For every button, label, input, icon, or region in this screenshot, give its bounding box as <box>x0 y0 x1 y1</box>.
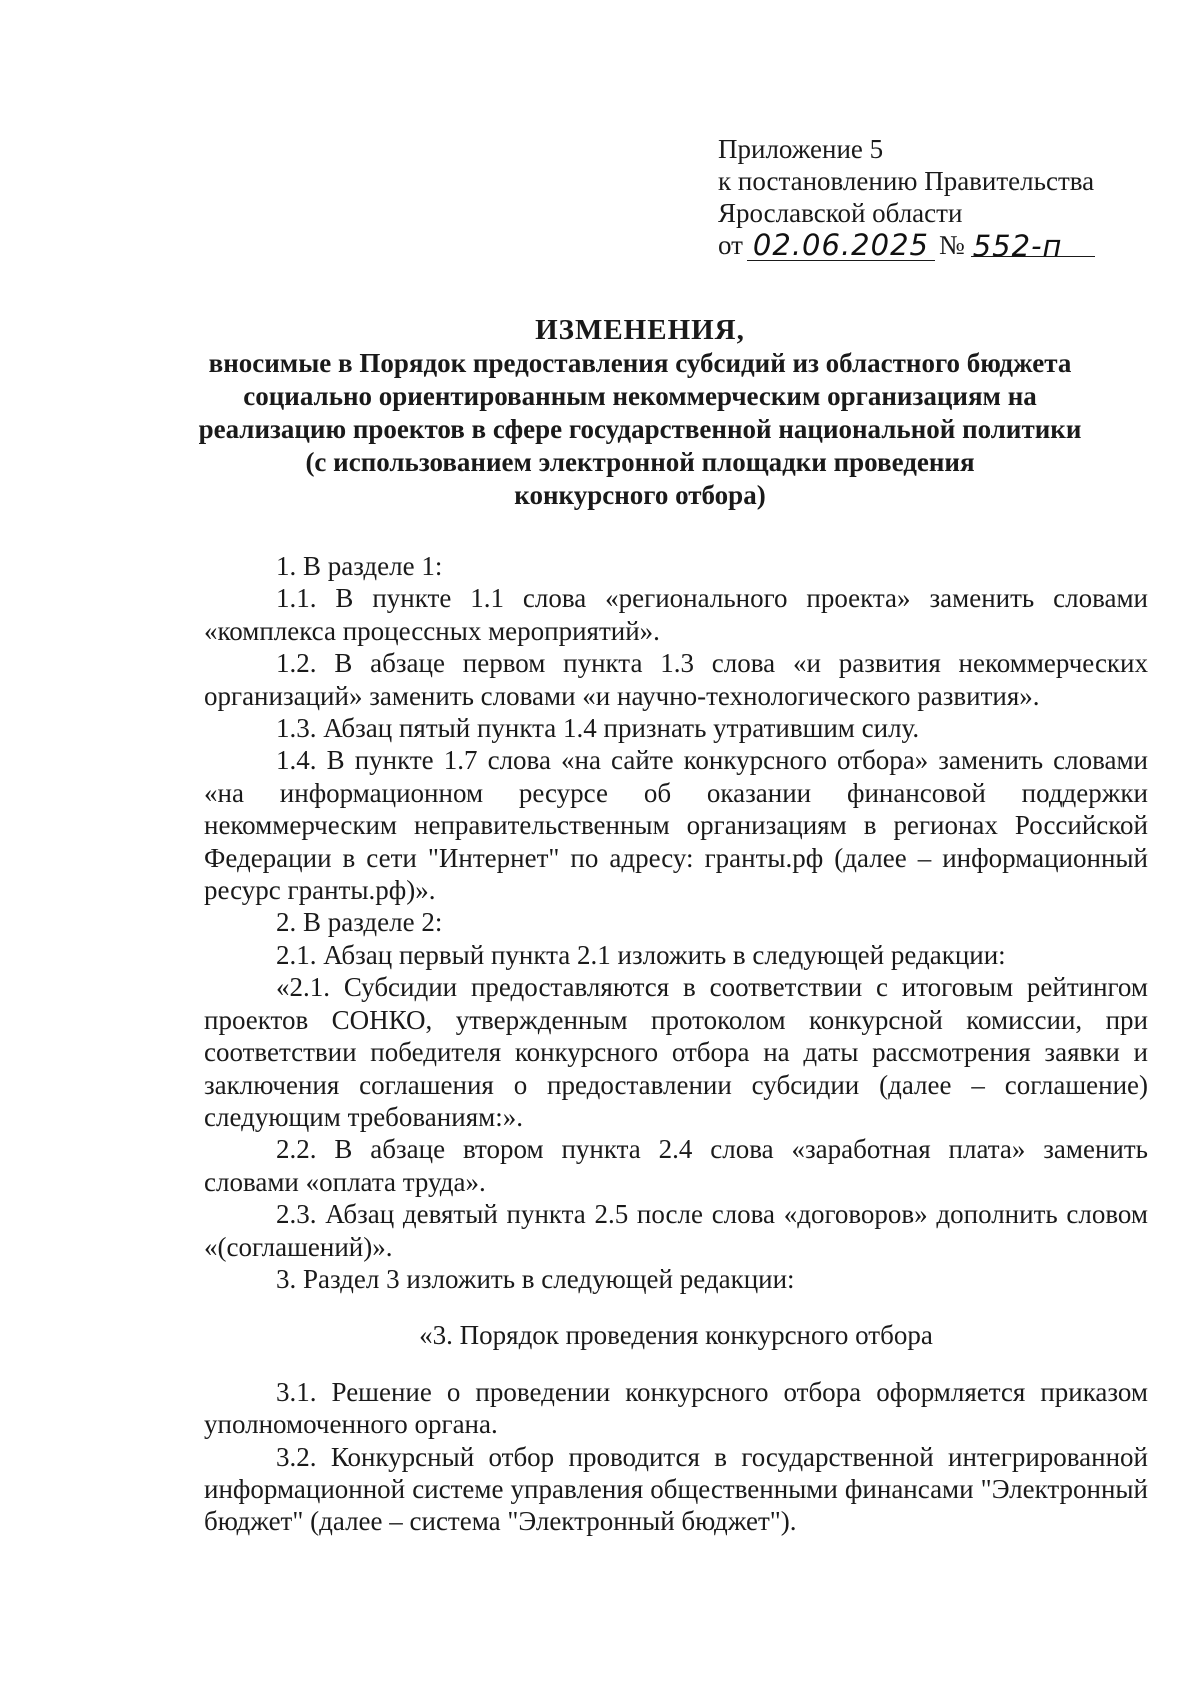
handwritten-date: 02.06.2025 <box>747 230 935 261</box>
document-title <box>170 314 1110 512</box>
title-line: вносимые в Порядок предоставления субсидий из областного бюджета <box>208 348 1072 378</box>
paragraph: 3.2. Конкурсный отбор проводится в государственной интегрированной информационной системе управления общественными финансами "Электронный бюджет" (далее – система "Электронный бюджет"). <box>204 1441 1148 1537</box>
appendix-resolution-line: к постановлению Правительства <box>718 166 1095 196</box>
title-line: конкурсного отбора) <box>514 480 766 510</box>
paragraph: 1.4. В пункте 1.7 слова «на сайте конкурсного отбора» заменить словами «на информационном ресурсе об оказании финансовой поддержки некоммерческим неправительственным организациям в регионах Российской Федерации в сети "Интернет" по адресу: гранты.рф (далее – информационный ресурс гранты.рф)». <box>204 745 1148 906</box>
appendix-region-line: Ярославской области <box>718 198 963 228</box>
title-line: социально ориентированным некоммерческим организациям на <box>243 381 1037 411</box>
paragraph: 1.1. В пункте 1.1 слова «регионального проекта» заменить словами «комплекса процессных мероприятий». <box>204 583 1148 646</box>
paragraph: 3. Раздел 3 изложить в следующей редакции: <box>276 1263 795 1294</box>
paragraph: 1.2. В абзаце первом пункта 1.3 слова «и развития некоммерческих организаций» заменить словами «и научно-технологического развития». <box>204 648 1148 711</box>
paragraph: 2.3. Абзац девятый пункта 2.5 после слова «договоров» дополнить словом «(соглашений)». <box>204 1199 1148 1262</box>
date-prefix: от <box>718 230 743 260</box>
paragraph: 2.1. Абзац первый пункта 2.1 изложить в следующей редакции: <box>276 939 1006 970</box>
section-heading: «3. Порядок проведения конкурсного отбора <box>419 1320 933 1351</box>
title-line: реализацию проектов в сфере государственной национальной политики <box>198 414 1082 444</box>
appendix-date-number-line <box>718 229 1148 261</box>
paragraph: 1. В разделе 1: <box>276 551 443 581</box>
paragraph: «2.1. Субсидии предоставляются в соответствии с итоговым рейтингом проектов СОНКО, утвержденным протоколом конкурсной комиссии, при соответствии победителя конкурсного отбора на даты рассмотрения заявки и заключения соглашения о предоставлении субсидии (далее – соглашение) следующим требованиям:». <box>204 972 1148 1132</box>
handwritten-number: 552-п <box>969 231 1087 261</box>
appendix-header <box>718 133 1148 261</box>
appendix-number: Приложение 5 <box>718 134 884 164</box>
number-sign: № <box>938 230 965 260</box>
document-body <box>204 550 1148 1538</box>
paragraph: 1.3. Абзац пятый пункта 1.4 признать утратившим силу. <box>276 713 920 744</box>
paragraph: 2.2. В абзаце втором пункта 2.4 слова «заработная плата» заменить словами «оплата труда». <box>204 1134 1148 1197</box>
paragraph: 3.1. Решение о проведении конкурсного отбора оформляется приказом уполномоченного органа. <box>204 1376 1148 1440</box>
paragraph: 2. В разделе 2: <box>276 907 443 938</box>
title-heading: ИЗМЕНЕНИЯ, <box>535 314 745 346</box>
title-line: (с использованием электронной площадки проведения <box>305 447 975 477</box>
